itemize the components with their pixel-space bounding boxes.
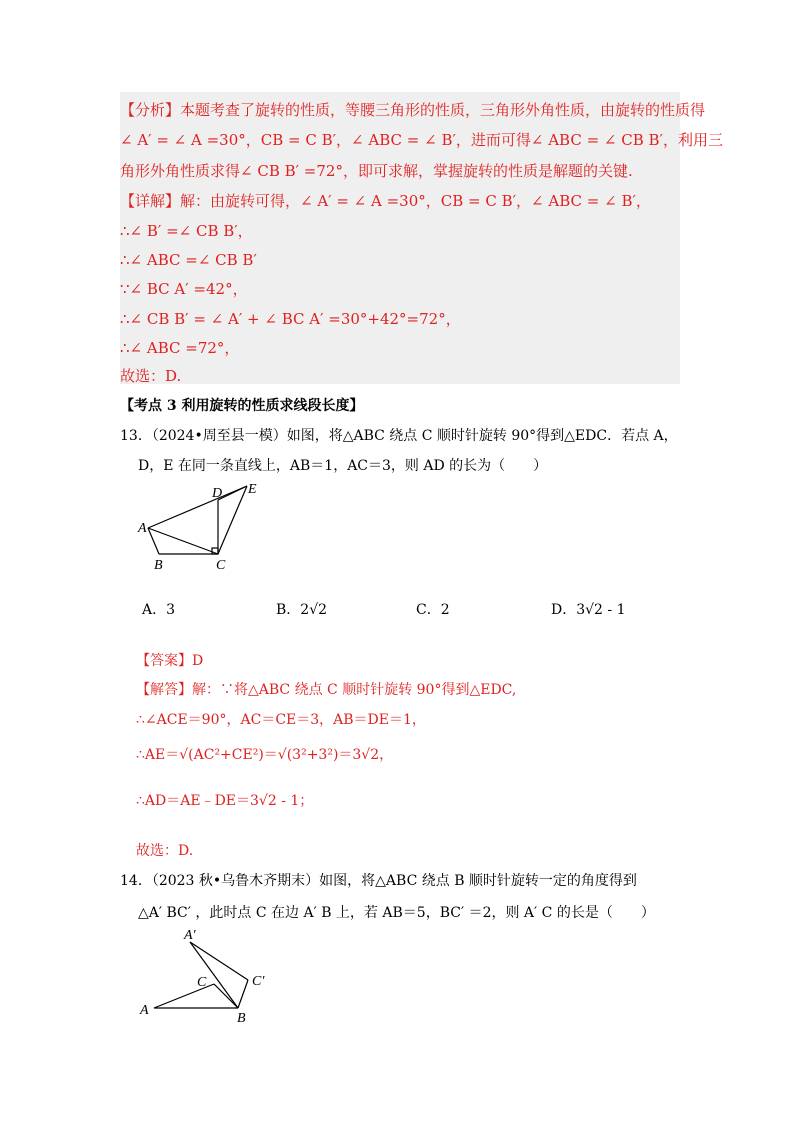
detail-line-2: ∴∠ B′ =∠ CB B′，: [120, 222, 253, 240]
q14-label-B: B: [237, 1011, 246, 1026]
q14-stem-line-1: 14．（2023 秋•乌鲁木齐期末）如图，将△ABC 绕点 B 顺时针旋转一定的角度得到: [120, 873, 637, 889]
q14-figure: [134, 922, 284, 1027]
detail-line-6: ∴∠ ABC =72°，: [120, 339, 240, 357]
detail-line-5: ∴∠ CB B′ = ∠ A′ + ∠ BC A′ =30°+42°=72°，: [120, 310, 461, 328]
q14-label-A-prime: A′: [184, 928, 196, 943]
q13-figure: [134, 478, 264, 578]
q13-stem-line-2: D，E 在同一条直线上，AB＝1，AC＝3，则 AD 的长为（ ）: [138, 458, 548, 474]
detail-choice: 故选：D.: [120, 367, 182, 385]
q14-label-C-prime: C′: [252, 974, 265, 989]
detail-line-4: ∵∠ BC A′ =42°，: [120, 280, 248, 298]
q13-option-d: D．3√2 - 1: [551, 602, 626, 618]
q13-option-c: C．2: [416, 602, 450, 618]
q13-label-A: A: [138, 521, 147, 536]
detail-line-3: ∴∠ ABC =∠ CB B′: [120, 251, 257, 269]
section-heading: 【考点 3 利用旋转的性质求线段长度】: [120, 398, 364, 414]
q13-option-a: A．3: [142, 602, 176, 618]
analysis-line-1: 【分析】本题考查了旋转的性质，等腰三角形的性质，三角形外角性质，由旋转的性质得: [120, 101, 706, 119]
q13-label-D: D: [212, 486, 223, 501]
q13-solution-line-1: 【解答】解：∵将△ABC 绕点 C 顺时针旋转 90°得到△EDC,: [136, 682, 517, 698]
q14-label-C: C: [197, 975, 207, 990]
analysis-line-2: ∠ A′ = ∠ A =30°，CB = C B′，∠ ABC = ∠ B′，进而可得∠ ABC = ∠ CB B′，利用三: [120, 131, 723, 149]
q13-option-b: B．2√2: [276, 602, 328, 618]
q13-answer: 【答案】D: [136, 653, 204, 669]
analysis-line-3: 角形外角性质求得∠ CB B′ =72°，即可求解，掌握旋转的性质是解题的关键.: [120, 162, 633, 180]
q13-stem-line-1: 13．（2024•周至县一模）如图，将△ABC 绕点 C 顺时针旋转 90°得到△EDC．若点 A，: [120, 428, 678, 444]
q13-label-E: E: [248, 482, 257, 497]
q13-label-B: B: [154, 558, 163, 573]
q13-solution-line-4: ∴AD＝AE﹣DE＝3√2 - 1；: [136, 793, 314, 809]
q13-solution-line-2: ∴∠ACE＝90°，AC＝CE＝3，AB＝DE＝1，: [136, 712, 426, 728]
detail-line-1: 【详解】解：由旋转可得，∠ A′ = ∠ A =30°，CB = C B′，∠ ABC = ∠ B′，: [120, 192, 651, 210]
q14-label-A: A: [140, 1003, 149, 1018]
q13-solution-choice: 故选：D.: [136, 843, 194, 859]
q13-label-C: C: [216, 558, 226, 573]
q13-solution-line-3: ∴AE＝√(AC²+CE²)＝√(3²+3²)＝3√2，: [136, 747, 394, 763]
q14-stem-line-2: △A′ BC′ ，此时点 C 在边 A′ B 上，若 AB＝5，BC′ ＝2，则 A′ C 的长是（ ）: [138, 905, 655, 921]
